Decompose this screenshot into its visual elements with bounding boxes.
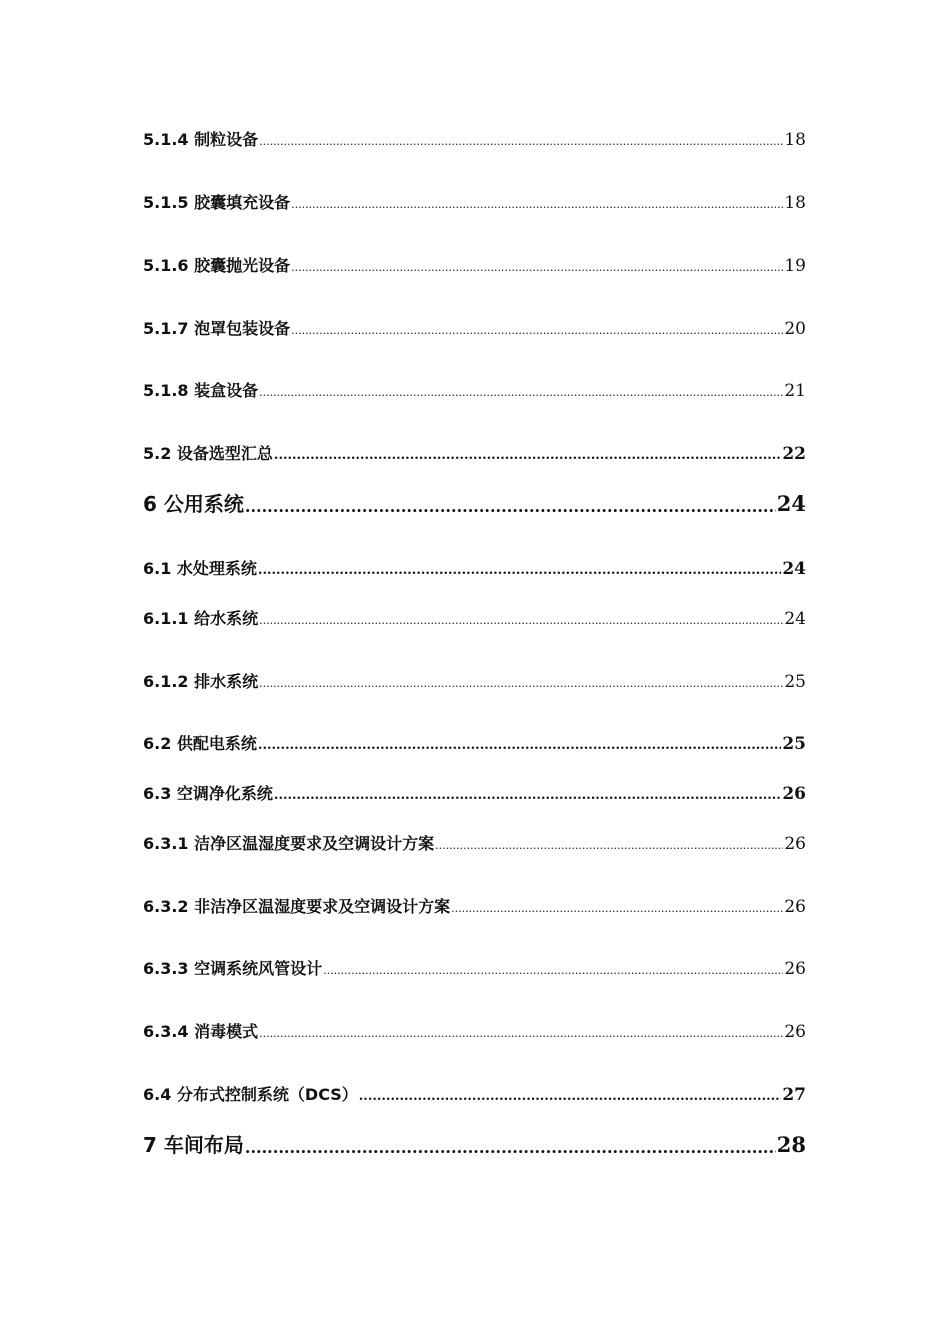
dot-leader: [245, 1137, 776, 1159]
dot-leader: [274, 447, 781, 465]
toc-entry-label: 6 公用系统: [143, 492, 244, 516]
dot-leader: [259, 675, 783, 693]
toc-entry-label: 6.1.1 给水系统: [143, 609, 259, 628]
toc-entry-page: 24: [784, 609, 806, 629]
dot-leader: [291, 322, 783, 340]
toc-entry-5-1-7[interactable]: [143, 318, 806, 340]
toc-entry-page: 26: [784, 834, 806, 854]
toc-entry-6-3[interactable]: [143, 783, 806, 805]
toc-entry-label: 5.2 设备选型汇总: [143, 444, 273, 463]
dot-leader: [259, 384, 783, 402]
toc-entry-page: 27: [782, 1085, 806, 1105]
toc-entry-label: 5.1.6 胶囊抛光设备: [143, 256, 291, 275]
toc-entry-label: 6.3.4 消毒模式: [143, 1022, 259, 1041]
toc-entry-label: 6.3.1 洁净区温湿度要求及空调设计方案: [143, 834, 435, 853]
toc-entry-page: 22: [782, 444, 806, 464]
dot-leader: [323, 962, 783, 980]
toc-entry-page: 18: [784, 193, 806, 213]
toc-entry-5-1-5[interactable]: [143, 192, 806, 214]
toc-entry-page: 26: [784, 897, 806, 917]
toc-entry-page: 21: [784, 381, 806, 401]
toc-entry-label: 5.1.7 泡罩包装设备: [143, 319, 291, 338]
toc-entry-label: 5.1.4 制粒设备: [143, 130, 259, 149]
toc-entry-label: 7 车间布局: [143, 1133, 244, 1157]
toc-entry-label: 5.1.5 胶囊填充设备: [143, 193, 291, 212]
toc-entry-5-1-6[interactable]: [143, 255, 806, 277]
dot-leader: [258, 562, 781, 580]
toc-entry-label: 6.3 空调净化系统: [143, 784, 273, 803]
toc-entry-page: 20: [784, 319, 806, 339]
toc-entry-page: 26: [784, 959, 806, 979]
dot-leader: [259, 133, 783, 151]
toc-entry-6-3-3[interactable]: [143, 958, 806, 980]
toc-entry-6-1[interactable]: [143, 558, 806, 580]
dot-leader: [291, 196, 783, 214]
toc-entry-page: 25: [782, 734, 806, 754]
toc-entry-page: 19: [784, 256, 806, 276]
toc-entry-6-2[interactable]: [143, 733, 806, 755]
toc-entry-6-1-2[interactable]: [143, 671, 806, 693]
toc-entry-5-2[interactable]: [143, 443, 806, 465]
dot-leader: [435, 837, 783, 855]
dot-leader: [359, 1088, 782, 1106]
toc-entry-page: 24: [782, 559, 806, 579]
toc-entry-6-1-1[interactable]: [143, 608, 806, 630]
dot-leader: [291, 259, 783, 277]
toc-entry-5-1-4[interactable]: [143, 129, 806, 151]
toc-entry-6-3-1[interactable]: [143, 833, 806, 855]
toc-entry-label: 6.4 分布式控制系统（DCS）: [143, 1085, 358, 1104]
dot-leader: [274, 787, 781, 805]
toc-entry-page: 28: [776, 1132, 806, 1157]
toc-entry-label: 6.3.2 非洁净区温湿度要求及空调设计方案: [143, 897, 451, 916]
dot-leader: [258, 737, 781, 755]
dot-leader: [451, 900, 783, 918]
toc-entry-label: 6.1.2 排水系统: [143, 672, 259, 691]
toc-entry-5-1-8[interactable]: [143, 380, 806, 402]
toc-entry-label: 5.1.8 装盒设备: [143, 381, 259, 400]
toc-entry-6-3-2[interactable]: [143, 896, 806, 918]
toc-entry-6[interactable]: [143, 490, 806, 518]
toc-entry-label: 6.3.3 空调系统风管设计: [143, 959, 323, 978]
dot-leader: [259, 1025, 783, 1043]
toc-entry-page: 26: [784, 1022, 806, 1042]
toc-entry-label: 6.1 水处理系统: [143, 559, 257, 578]
toc-entry-label: 6.2 供配电系统: [143, 734, 257, 753]
toc-entry-page: 25: [784, 672, 806, 692]
dot-leader: [259, 612, 783, 630]
toc-entry-7[interactable]: [143, 1131, 806, 1159]
toc-entry-6-3-4[interactable]: [143, 1021, 806, 1043]
toc-entry-page: 18: [784, 130, 806, 150]
dot-leader: [245, 496, 776, 518]
toc-entry-6-4[interactable]: [143, 1084, 806, 1106]
toc-entry-page: 26: [782, 784, 806, 804]
toc-entry-page: 24: [776, 491, 806, 516]
